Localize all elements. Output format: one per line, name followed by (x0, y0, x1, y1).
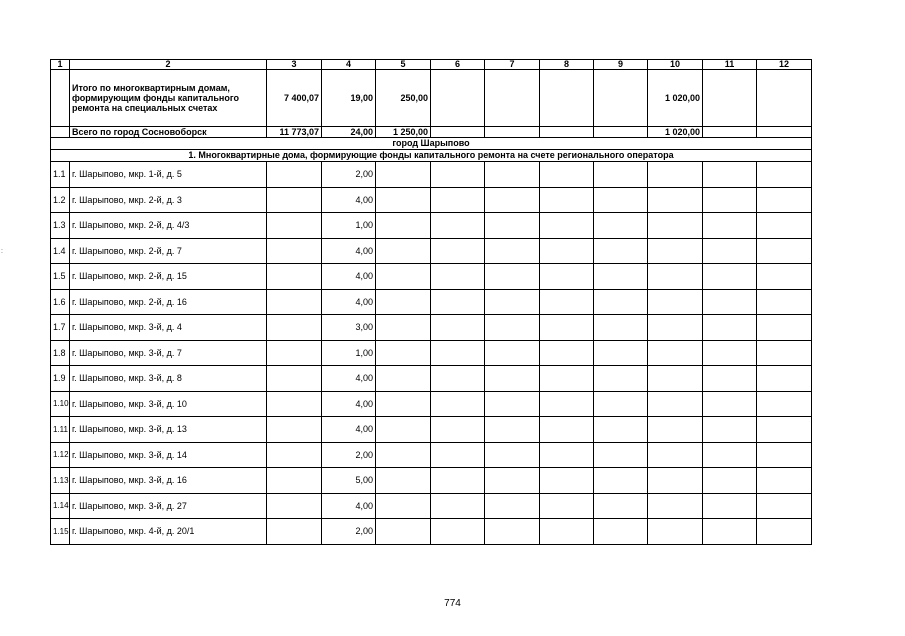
cell-empty (485, 264, 540, 290)
row-value-c4: 4,00 (322, 238, 376, 264)
cell-empty (431, 70, 485, 127)
cell-empty (648, 366, 703, 392)
row-address: г. Шарыпово, мкр. 3-й, д. 4 (70, 315, 267, 341)
cell-empty (267, 468, 322, 494)
cell-empty (648, 315, 703, 341)
cell-empty (648, 264, 703, 290)
cell-empty (648, 442, 703, 468)
column-header: 5 (376, 60, 431, 70)
table-row (51, 162, 812, 188)
row-value-c4: 2,00 (322, 519, 376, 545)
cell-empty (267, 315, 322, 341)
cell-empty (757, 315, 812, 341)
cell-empty (431, 187, 485, 213)
cell-empty (485, 417, 540, 443)
cell-empty (540, 519, 594, 545)
cell-empty (648, 187, 703, 213)
column-header: 12 (757, 60, 812, 70)
cell-empty (594, 391, 648, 417)
row-value-c4: 4,00 (322, 417, 376, 443)
cell-empty (594, 162, 648, 188)
cell-empty (648, 493, 703, 519)
cell-empty (703, 213, 757, 239)
cell-empty (540, 417, 594, 443)
row-index: 1.12 (51, 442, 70, 468)
column-header: 10 (648, 60, 703, 70)
cell-empty (376, 238, 431, 264)
cell-empty (594, 366, 648, 392)
row-value-c4: 1,00 (322, 340, 376, 366)
table-row (51, 468, 812, 494)
cell-empty (376, 417, 431, 443)
cell-empty (757, 213, 812, 239)
cell-empty (431, 366, 485, 392)
repair-plan-table (50, 59, 812, 545)
row-index: 1.6 (51, 289, 70, 315)
cell-empty (648, 519, 703, 545)
table-row (51, 187, 812, 213)
cell-empty (703, 340, 757, 366)
table-row (51, 289, 812, 315)
cell-empty (485, 391, 540, 417)
row-address: г. Шарыпово, мкр. 2-й, д. 7 (70, 238, 267, 264)
row-index: 1.14 (51, 493, 70, 519)
cell-empty (376, 519, 431, 545)
row-address: г. Шарыпово, мкр. 3-й, д. 14 (70, 442, 267, 468)
cell-empty (703, 289, 757, 315)
table-row (51, 264, 812, 290)
cell-empty (376, 289, 431, 315)
cell-empty (376, 213, 431, 239)
city-title-row (51, 138, 812, 150)
row-address: г. Шарыпово, мкр. 3-й, д. 27 (70, 493, 267, 519)
cell-empty (485, 70, 540, 127)
row-value-c4: 4,00 (322, 366, 376, 392)
cell-empty (431, 340, 485, 366)
cell-empty (540, 340, 594, 366)
table-row (51, 213, 812, 239)
cell-empty (648, 417, 703, 443)
cell-empty (757, 264, 812, 290)
row-index: 1.11 (51, 417, 70, 443)
cell-empty (703, 70, 757, 127)
cell-empty (376, 493, 431, 519)
city-total-c3: 11 773,07 (267, 127, 322, 138)
row-value-c4: 4,00 (322, 289, 376, 315)
table-row (51, 238, 812, 264)
cell-empty (703, 391, 757, 417)
city-total-c4: 24,00 (322, 127, 376, 138)
cell-empty (376, 315, 431, 341)
margin-mark: : (1, 248, 3, 255)
column-header: 7 (485, 60, 540, 70)
cell-empty (376, 468, 431, 494)
row-index: 1.1 (51, 162, 70, 188)
column-header: 11 (703, 60, 757, 70)
row-value-c4: 4,00 (322, 391, 376, 417)
cell-empty (431, 417, 485, 443)
row-index: 1.10 (51, 391, 70, 417)
cell-empty (540, 366, 594, 392)
cell-empty (431, 238, 485, 264)
column-header: 6 (431, 60, 485, 70)
cell-empty (757, 162, 812, 188)
cell-empty (267, 391, 322, 417)
cell-empty (267, 162, 322, 188)
cell-empty (267, 366, 322, 392)
cell-empty (540, 289, 594, 315)
row-value-c4: 3,00 (322, 315, 376, 341)
cell-empty (267, 340, 322, 366)
cell-empty (485, 289, 540, 315)
cell-empty (594, 213, 648, 239)
cell-empty (485, 493, 540, 519)
cell-empty (485, 162, 540, 188)
row-value-c4: 2,00 (322, 162, 376, 188)
cell-empty (267, 264, 322, 290)
column-header: 2 (70, 60, 267, 70)
cell-empty (376, 442, 431, 468)
cell-empty (594, 519, 648, 545)
cell-empty (594, 468, 648, 494)
table-row (51, 315, 812, 341)
cell-empty (51, 70, 70, 127)
cell-empty (540, 127, 594, 138)
special-accounts-total-c5: 250,00 (376, 70, 431, 127)
table-row (51, 340, 812, 366)
cell-empty (703, 187, 757, 213)
cell-empty (267, 213, 322, 239)
cell-empty (376, 340, 431, 366)
cell-empty (757, 391, 812, 417)
cell-empty (703, 468, 757, 494)
cell-empty (431, 162, 485, 188)
row-value-c4: 4,00 (322, 493, 376, 519)
cell-empty (757, 187, 812, 213)
row-address: г. Шарыпово, мкр. 3-й, д. 16 (70, 468, 267, 494)
section-title-row (51, 150, 812, 162)
section-title: 1. Многоквартирные дома, формирующие фонды капитального ремонта на счете регионального оператора (51, 150, 812, 162)
cell-empty (540, 315, 594, 341)
cell-empty (485, 519, 540, 545)
cell-empty (431, 264, 485, 290)
cell-empty (648, 391, 703, 417)
row-address: г. Шарыпово, мкр. 3-й, д. 7 (70, 340, 267, 366)
table-row (51, 366, 812, 392)
cell-empty (485, 213, 540, 239)
cell-empty (485, 366, 540, 392)
cell-empty (594, 417, 648, 443)
cell-empty (757, 417, 812, 443)
row-value-c4: 5,00 (322, 468, 376, 494)
cell-empty (703, 519, 757, 545)
row-address: г. Шарыпово, мкр. 1-й, д. 5 (70, 162, 267, 188)
cell-empty (485, 187, 540, 213)
cell-empty (540, 391, 594, 417)
cell-empty (594, 289, 648, 315)
cell-empty (431, 442, 485, 468)
cell-empty (431, 289, 485, 315)
table-row (51, 519, 812, 545)
row-index: 1.3 (51, 213, 70, 239)
cell-empty (540, 162, 594, 188)
cell-empty (757, 238, 812, 264)
cell-empty (267, 289, 322, 315)
cell-empty (431, 468, 485, 494)
cell-empty (594, 315, 648, 341)
cell-empty (703, 315, 757, 341)
cell-empty (540, 238, 594, 264)
cell-empty (648, 162, 703, 188)
cell-empty (376, 162, 431, 188)
row-index: 1.8 (51, 340, 70, 366)
cell-empty (485, 238, 540, 264)
cell-empty (431, 127, 485, 138)
row-index: 1.2 (51, 187, 70, 213)
cell-empty (267, 417, 322, 443)
row-address: г. Шарыпово, мкр. 3-й, д. 8 (70, 366, 267, 392)
cell-empty (594, 127, 648, 138)
row-address: г. Шарыпово, мкр. 3-й, д. 13 (70, 417, 267, 443)
cell-empty (703, 442, 757, 468)
cell-empty (376, 264, 431, 290)
column-header: 1 (51, 60, 70, 70)
cell-empty (757, 289, 812, 315)
special-accounts-total-c10: 1 020,00 (648, 70, 703, 127)
cell-empty (594, 70, 648, 127)
cell-empty (540, 264, 594, 290)
cell-empty (594, 442, 648, 468)
cell-empty (540, 70, 594, 127)
table-row (51, 417, 812, 443)
cell-empty (376, 187, 431, 213)
cell-empty (594, 340, 648, 366)
cell-empty (540, 187, 594, 213)
cell-empty (431, 315, 485, 341)
special-accounts-total-c3: 7 400,07 (267, 70, 322, 127)
city-total-row (51, 127, 812, 138)
cell-empty (757, 340, 812, 366)
cell-empty (648, 468, 703, 494)
cell-empty (703, 162, 757, 188)
cell-empty (540, 442, 594, 468)
cell-empty (267, 493, 322, 519)
cell-empty (485, 340, 540, 366)
cell-empty (431, 493, 485, 519)
column-header: 8 (540, 60, 594, 70)
row-value-c4: 4,00 (322, 187, 376, 213)
city-total-c5: 1 250,00 (376, 127, 431, 138)
row-address: г. Шарыпово, мкр. 2-й, д. 4/3 (70, 213, 267, 239)
page-number: 774 (444, 598, 461, 609)
row-index: 1.15 (51, 519, 70, 545)
cell-empty (703, 127, 757, 138)
cell-empty (648, 289, 703, 315)
cell-empty (485, 315, 540, 341)
cell-empty (703, 238, 757, 264)
cell-empty (485, 127, 540, 138)
row-index: 1.7 (51, 315, 70, 341)
cell-empty (267, 519, 322, 545)
column-header: 9 (594, 60, 648, 70)
cell-empty (431, 519, 485, 545)
city-total-c10: 1 020,00 (648, 127, 703, 138)
cell-empty (648, 213, 703, 239)
cell-empty (267, 442, 322, 468)
cell-empty (703, 366, 757, 392)
cell-empty (594, 264, 648, 290)
row-address: г. Шарыпово, мкр. 2-й, д. 15 (70, 264, 267, 290)
column-number-row (51, 60, 812, 70)
cell-empty (648, 340, 703, 366)
row-index: 1.5 (51, 264, 70, 290)
cell-empty (376, 391, 431, 417)
cell-empty (594, 238, 648, 264)
cell-empty (757, 519, 812, 545)
city-total-label: Всего по город Сосновоборск (70, 127, 267, 138)
cell-empty (757, 70, 812, 127)
row-address: г. Шарыпово, мкр. 2-й, д. 16 (70, 289, 267, 315)
cell-empty (703, 417, 757, 443)
cell-empty (51, 127, 70, 138)
table-row (51, 442, 812, 468)
column-header: 3 (267, 60, 322, 70)
cell-empty (757, 442, 812, 468)
city-title: город Шарыпово (51, 138, 812, 150)
cell-empty (594, 187, 648, 213)
cell-empty (485, 468, 540, 494)
row-value-c4: 4,00 (322, 264, 376, 290)
special-accounts-total-c4: 19,00 (322, 70, 376, 127)
cell-empty (540, 468, 594, 494)
row-address: г. Шарыпово, мкр. 3-й, д. 10 (70, 391, 267, 417)
row-address: г. Шарыпово, мкр. 2-й, д. 3 (70, 187, 267, 213)
row-value-c4: 2,00 (322, 442, 376, 468)
table-row (51, 493, 812, 519)
table-row (51, 391, 812, 417)
cell-empty (431, 391, 485, 417)
cell-empty (431, 213, 485, 239)
cell-empty (703, 493, 757, 519)
row-address: г. Шарыпово, мкр. 4-й, д. 20/1 (70, 519, 267, 545)
row-index: 1.9 (51, 366, 70, 392)
cell-empty (757, 493, 812, 519)
cell-empty (267, 238, 322, 264)
cell-empty (703, 264, 757, 290)
row-value-c4: 1,00 (322, 213, 376, 239)
cell-empty (540, 493, 594, 519)
cell-empty (485, 442, 540, 468)
cell-empty (648, 238, 703, 264)
cell-empty (757, 127, 812, 138)
cell-empty (757, 366, 812, 392)
row-index: 1.13 (51, 468, 70, 494)
cell-empty (757, 468, 812, 494)
cell-empty (594, 493, 648, 519)
cell-empty (267, 187, 322, 213)
special-accounts-total-row (51, 70, 812, 127)
cell-empty (376, 366, 431, 392)
row-index: 1.4 (51, 238, 70, 264)
column-header: 4 (322, 60, 376, 70)
cell-empty (540, 213, 594, 239)
special-accounts-total-label: Итого по многоквартирным домам, формирующим фонды капитального ремонта на специальных счетах (70, 70, 267, 127)
